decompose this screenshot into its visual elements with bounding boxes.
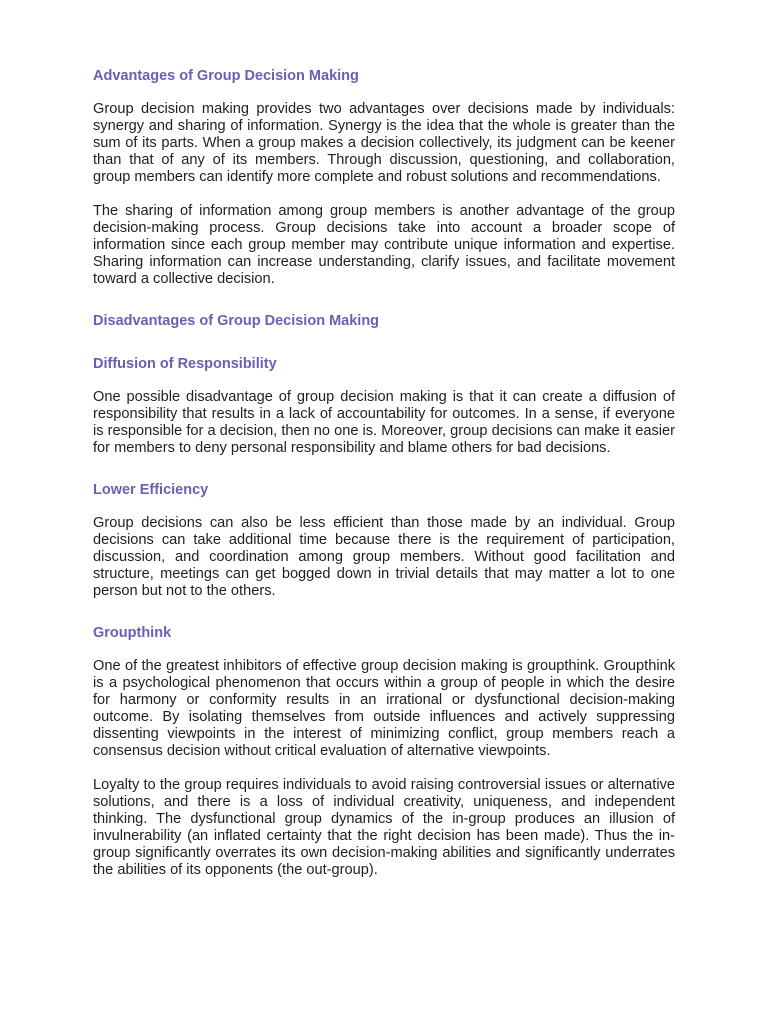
advantages-heading: Advantages of Group Decision Making [93, 68, 359, 84]
diffusion-heading: Diffusion of Responsibility [93, 356, 277, 372]
disadvantages-heading: Disadvantages of Group Decision Making [93, 313, 380, 329]
groupthink-paragraph-2: Loyalty to the group requires individuals to avoid raising controversial issues or alternative solutions, and there is a loss of individual creativity, uniqueness, and independent thinking. The dysfunctional group dynamics of the in-group produces an illusion of invulnerability (an inflated certainty that the right decision has been made). Thus the in-group significantly overrates its own decision-making abilities and significantly underrates the abilities of its opponents (the out-group). [93, 777, 675, 878]
advantages-paragraph-1: Group decision making provides two advantages over decisions made by individuals: synergy and sharing of information. Synergy is the idea that the whole is greater than the sum of its parts. When a group makes a decision collectively, its judgment can be keener than that of any of its members. Through discussion, questioning, and collaboration, group members can identify more complete and robust solutions and recommendations. [93, 101, 675, 185]
efficiency-heading: Lower Efficiency [93, 482, 209, 498]
groupthink-paragraph-1: One of the greatest inhibitors of effective group decision making is groupthink. Groupthink is a psychological phenomenon that occurs within a group of people in which the desire for harmony or conformity results in an irrational or dysfunctional decision-making outcome. By isolating themselves from outside influences and actively suppressing dissenting viewpoints in the interest of minimizing conflict, group members reach a consensus decision without critical evaluation of alternative viewpoints. [93, 658, 675, 759]
diffusion-paragraph: One possible disadvantage of group decision making is that it can create a diffusion of responsibility that results in a lack of accountability for outcomes. In a sense, if everyone is responsible for a decision, then no one is. Moreover, group decisions can make it easier for members to deny personal responsibility and blame others for bad decisions. [93, 389, 675, 456]
document-page [93, 67, 675, 879]
efficiency-paragraph: Group decisions can also be less efficient than those made by an individual. Group decisions can take additional time because there is the requirement of participation, discussion, and coordination among group members. Without good facilitation and structure, meetings can get bogged down in trivial details that may matter a lot to one person but not to the others. [93, 515, 675, 599]
groupthink-heading: Groupthink [93, 625, 172, 641]
advantages-paragraph-2: The sharing of information among group members is another advantage of the group decision-making process. Group decisions take into account a broader scope of information since each group member may contribute unique information and expertise. Sharing information can increase understanding, clarify issues, and facilitate movement toward a collective decision. [93, 203, 675, 287]
